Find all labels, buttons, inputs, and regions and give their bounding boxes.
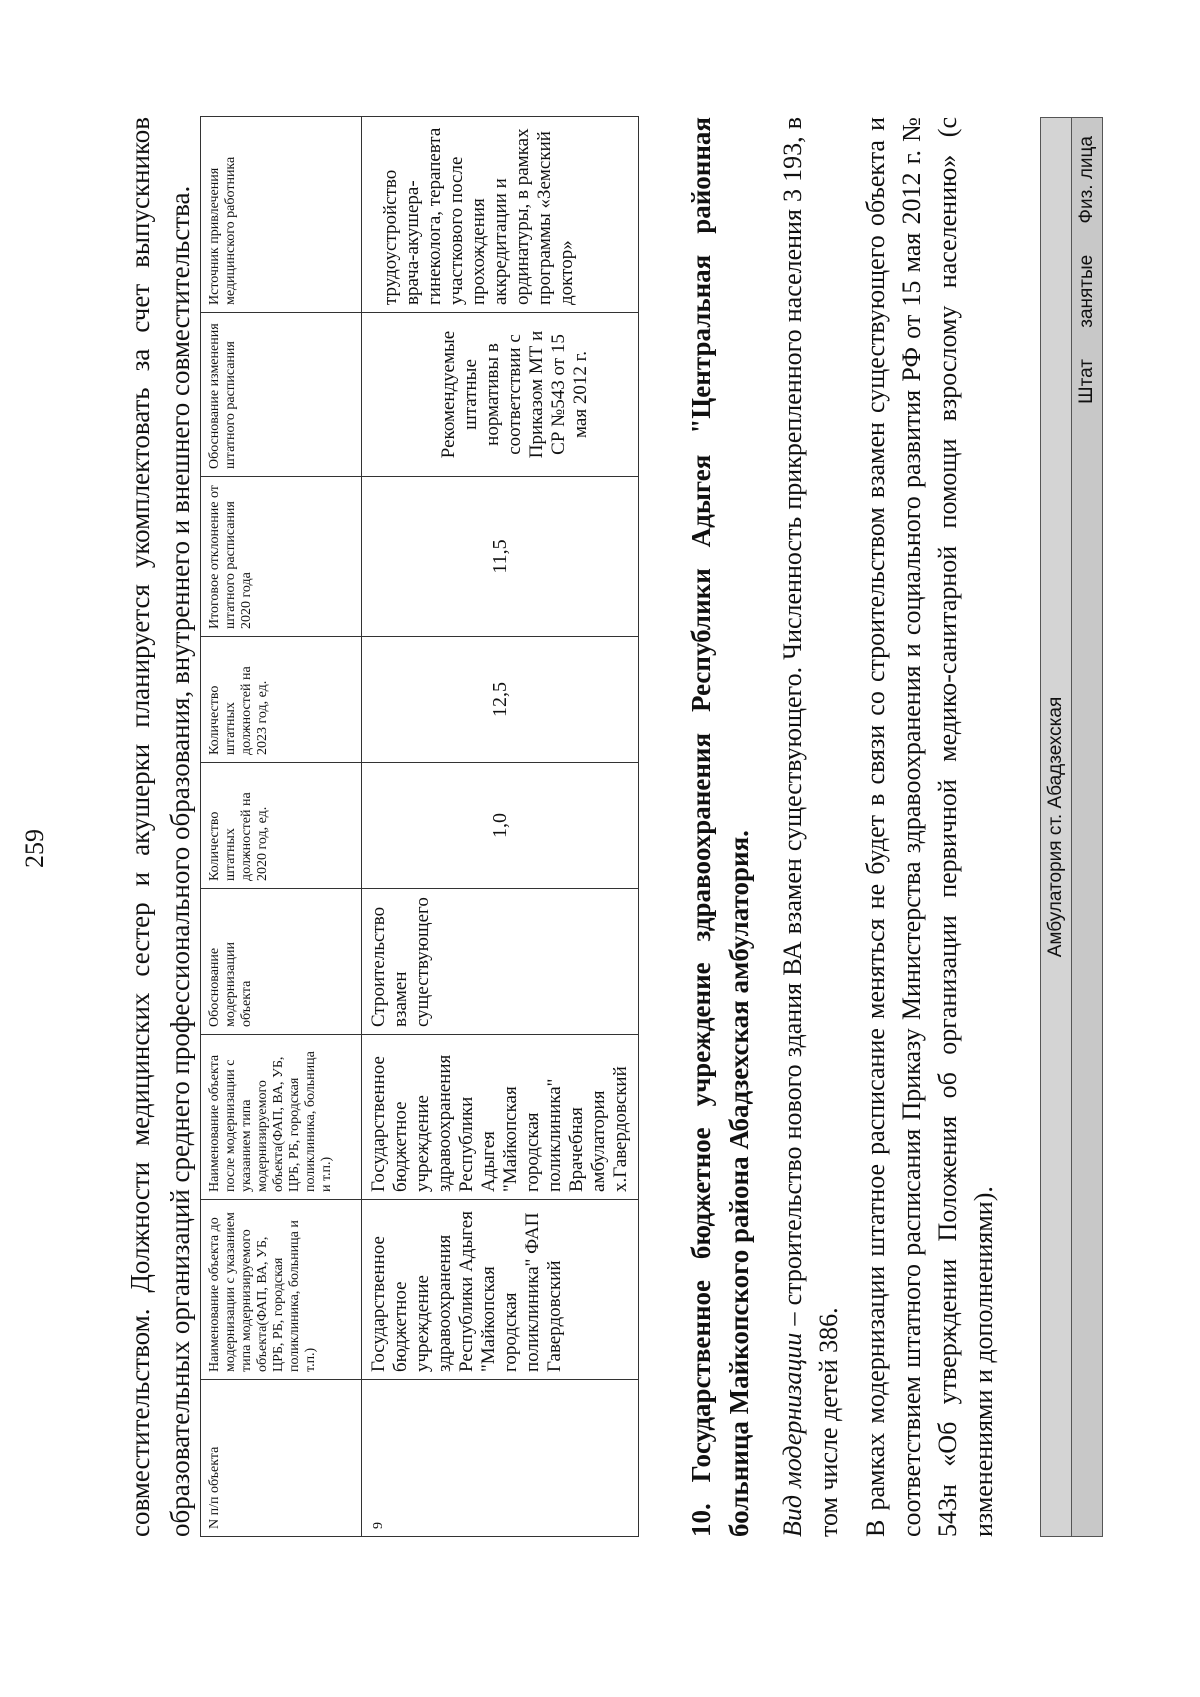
bottom-col-occupied: занятые [1076, 254, 1097, 328]
cell-name-before: Государственное бюджетное учреждение здравоохранения Республики Адыгея "Майкопская городская поликлиника" ФАП Гавердовский [362, 1200, 639, 1380]
col-header-staff-basis: Обоснование изменения штатного расписания [201, 313, 362, 477]
cell-name-after: Государственное бюджетное учреждение здравоохранения Республики Адыгея "Майкопская городская поликлиника" Врачебная амбулатория х.Гавердовский [362, 1035, 639, 1200]
cell-idx: 9 [362, 1380, 639, 1537]
cell-staff-2023: 12,5 [362, 637, 639, 763]
table-header-row [201, 117, 362, 1537]
page-number: 259 [20, 829, 49, 868]
bottom-col-staff: Штат [1076, 359, 1097, 404]
col-header-idx: N п/п объекта [201, 1380, 362, 1537]
cell-mod-basis: Строительство взамен существующего [362, 889, 639, 1035]
col-header-deviation: Итоговое отклонение от штатного расписания 2020 года [201, 477, 362, 637]
cell-source: трудоустройство врача-акушера-гинеколога, терапевта участкового после прохождения аккредитации и ординатуры, в рамках программы «Земский доктор» [362, 117, 639, 313]
cell-staff-2020: 1,0 [362, 763, 639, 889]
bottom-table-title-row [1041, 118, 1072, 1537]
section-heading: 10. Государственное бюджетное учреждение здравоохранения Республики Адыгея "Центральная районная больница Майкопского района Абадзехская амбулатория. [686, 117, 754, 1537]
modernization-label: Вид модернизации [778, 1332, 807, 1537]
cell-deviation: 11,5 [362, 477, 639, 637]
col-header-mod-basis: Обоснование модернизации объекта [201, 889, 362, 1035]
col-header-source: Источник привлечения медицинского работника [201, 117, 362, 313]
bottom-table-header-row [1072, 118, 1103, 1537]
table-row [362, 117, 639, 1537]
intro-paragraph: совместительством. Должности медицинских сестер и акушерки планируется укомплектовать за счет выпускников образовательных организаций среднего профессионального образования, внутреннего и внешнего совместительства. [125, 117, 195, 1537]
ambulatory-staff-table [1040, 117, 1103, 1537]
col-header-staff-2020: Количество штатных должностей на 2020 год, ед. [201, 763, 362, 889]
modernization-paragraph [775, 117, 847, 1537]
staffing-table [200, 116, 639, 1537]
modernization-text: – строительство нового здания ВА взамен существующего. Численность прикрепленного населения 3 193, в том числе детей 386. [778, 117, 843, 1537]
bottom-table-columns [1072, 118, 1103, 1537]
col-header-staff-2023: Количество штатных должностей на 2023 год, ед. [201, 637, 362, 763]
col-header-name-after: Наименование объекта после модернизации с указанием типа модернизируемого объекта(ФАП, ВА, УБ, ЦРБ, РБ, городская поликлиника, больница и т.п.) [201, 1035, 362, 1200]
bottom-col-persons: Физ. лица [1076, 136, 1097, 224]
cell-staff-basis: Рекомендуемые штатные нормативы в соответствии с Приказом МТ и СР №543 от 15 мая 2012 г. [362, 313, 639, 477]
bottom-table-title: Амбулатория ст. Абадзехская [1041, 118, 1072, 1537]
col-header-name-before: Наименование объекта до модернизации с указанием типа модернизируемого объекта(ФАП, ВА, УБ, ЦРБ, РБ, городская поликлиника, больница и т.п.) [201, 1200, 362, 1380]
staffing-paragraph: В рамках модернизации штатное расписание меняться не будет в связи со строительством взамен существующего объекта и соответствием штатного расписания Приказу Министерства здравоохранения и социального развития РФ от 15 мая 2012 г. № 543н «Об утверждении Положения об организации первичной медико-санитарной помощи взрослому населению» (с изменениями и дополнениями). [861, 117, 998, 1537]
